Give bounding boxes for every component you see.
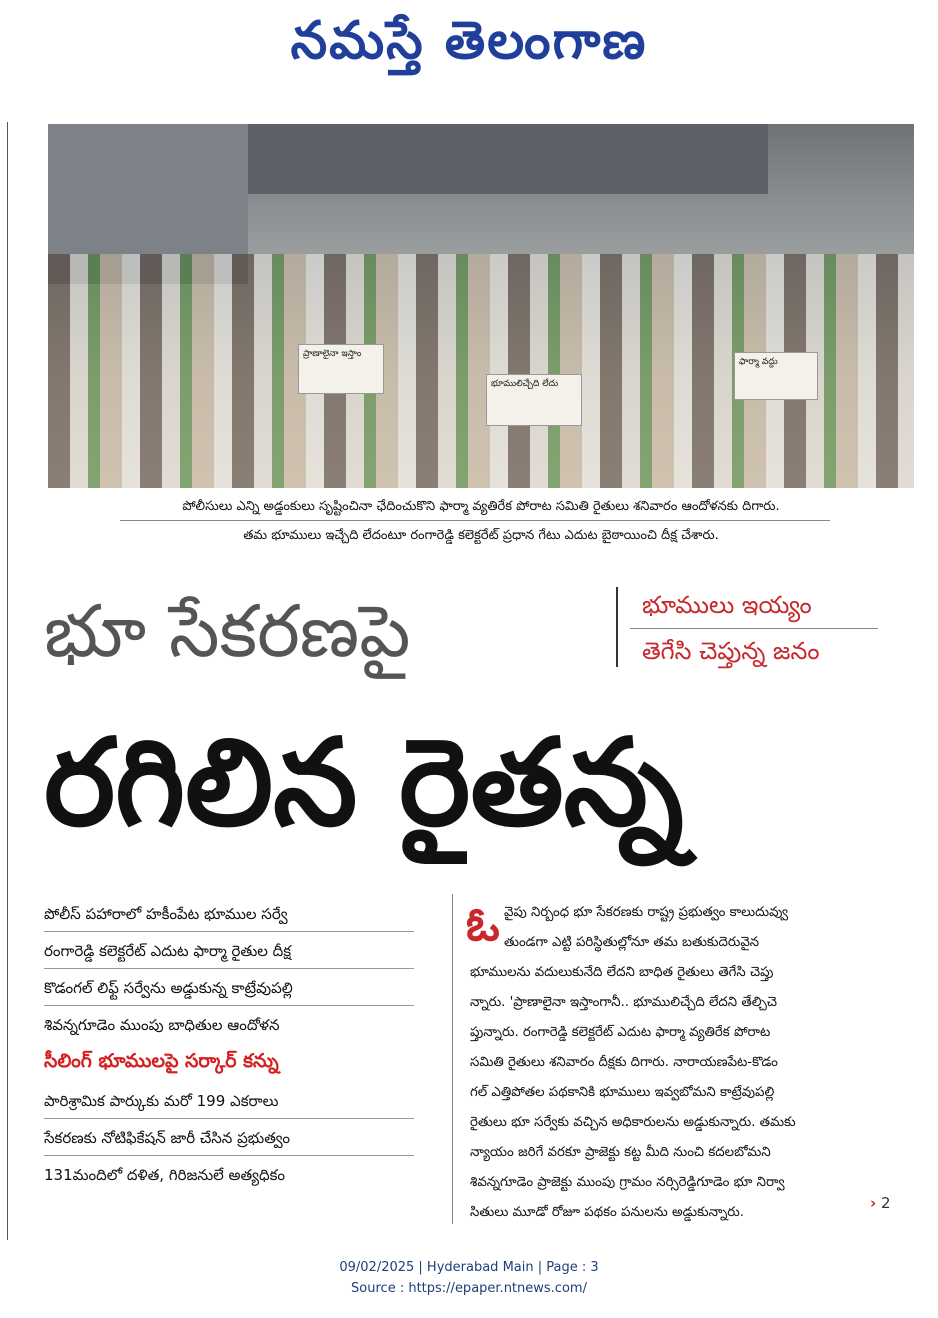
body-dropcap: ఓ [466, 897, 500, 951]
continued-page-number: 2 [880, 1194, 891, 1212]
continued-marker[interactable] [870, 1194, 891, 1212]
body-line: గల్ ఎత్తిపోతల పథకానికి భూములు ఇవ్వబోమని కాట్రేవుపల్లి [470, 1085, 775, 1100]
photo-wall [248, 124, 768, 194]
caption-rule [120, 520, 830, 521]
body-line: తుండగా ఎట్టి పరిస్థితుల్లోనూ తమ బతుకుదెరువైన [504, 935, 760, 950]
kicker-rule [44, 1118, 414, 1119]
protest-sign: ప్రాణాలైనా ఇస్తాం [298, 344, 384, 394]
kicker-rule [44, 1155, 414, 1156]
kicker-line: పోలీస్ పహారాలో హకీంపేట భూముల సర్వే [44, 905, 288, 923]
side-deck-divider [630, 628, 878, 629]
photo-caption-line-2: తమ భూములు ఇచ్చేది లేదంటూ రంగారెడ్డి కలెక్టరేట్ ప్రధాన గేటు ఎదుట బైఠాయించి దీక్ష చేశారు. [243, 528, 719, 543]
continue-arrow-icon: › [870, 1194, 877, 1212]
body-line: సమితి రైతులు శనివారం దీక్షకు దిగారు. నారాయణపేట-కొడం [470, 1055, 778, 1070]
headline-top: భూ సేకరణపై [44, 589, 411, 673]
kicker-line: శివన్నగూడెం ముంపు బాధితుల ఆందోళన [44, 1016, 280, 1034]
body-line: ప్తున్నారు. రంగారెడ్డి కలెక్టరేట్ ఎదుట ఫార్మా వ్యతిరేక పోరాట [470, 1025, 771, 1040]
body-line: భూములను వదులుకునేది లేదని బాధిత రైతులు తెగేసి చెప్తు [470, 965, 774, 980]
headline-main: రగిలిన రైతన్న [44, 714, 684, 853]
side-deck-line-2: తెగేసి చెప్తున్న జనం [642, 637, 820, 665]
body-line: సితులు మూడో రోజూ పథకం పనులను అడ్డుకున్నారు. [470, 1205, 745, 1220]
kicker-rule [44, 1005, 414, 1006]
kicker-line: సేకరణకు నోటిఫికేషన్ జారీ చేసిన ప్రభుత్వం [44, 1129, 290, 1147]
protest-sign: భూములిచ్చేది లేదు [486, 374, 582, 426]
photo-caption-line-1: పోలీసులు ఎన్ని అడ్డంకులు సృష్టించినా ఛేదించుకొని ఫార్మా వ్యతిరేక పోరాట సమితి రైతులు శనివారం ఆందోళనకు దిగారు. [182, 499, 780, 514]
footer-source-link[interactable]: Source : https://epaper.ntnews.com/ [351, 1281, 587, 1296]
body-line: న్నారు. 'ప్రాణాలైనా ఇస్తాంగానీ.. భూములిచ్చేది లేదని తేల్చిచె [470, 995, 777, 1010]
kicker-line: పారిశ్రామిక పార్కుకు మరో 199 ఎకరాలు [44, 1092, 279, 1110]
kicker-line: రంగారెడ్డి కలెక్టరేట్ ఎదుట ఫార్మా రైతుల దీక్ష [44, 942, 292, 960]
footer-date-edition: 09/02/2025 | Hyderabad Main | Page : 3 [339, 1260, 599, 1275]
body-line: రైతులు భూ సర్వేకు వచ్చిన అధికారులను అడ్డుకున్నారు. తమకు [470, 1115, 796, 1130]
protest-photo [48, 124, 914, 488]
body-line: వైపు నిర్బంధ భూ సేకరణకు రాష్ట్ర ప్రభుత్వం కాలుదువ్వు [504, 905, 789, 920]
kicker-rule [44, 931, 414, 932]
masthead-title: నమస్తే తెలంగాణ [290, 11, 648, 71]
column-rule-left [7, 122, 8, 1240]
body-line: న్యాయం జరిగే వరకూ ప్రాజెక్టు కట్ట మీది నుంచి కదలబోమని [470, 1145, 771, 1160]
kicker-line: కొడంగల్ లిఫ్ట్ సర్వేను అడ్డుకున్న కాట్రేవుపల్లి [44, 979, 293, 997]
body-line: శివన్నగూడెం ప్రాజెక్టు ముంపు గ్రామం నర్సిరెడ్డిగూడెం భూ నిర్వా [470, 1175, 785, 1190]
kicker-line: 131మందిలో దళిత, గిరిజనులే అత్యధికం [44, 1166, 286, 1184]
protest-sign: ఫార్మా వద్దు [734, 352, 818, 400]
kicker-subheadline: సీలింగ్ భూములపై సర్కార్ కన్ను [44, 1050, 279, 1072]
side-deck-line-1: భూములు ఇయ్యం [642, 591, 812, 619]
column-divider [452, 894, 453, 1224]
kicker-rule [44, 968, 414, 969]
